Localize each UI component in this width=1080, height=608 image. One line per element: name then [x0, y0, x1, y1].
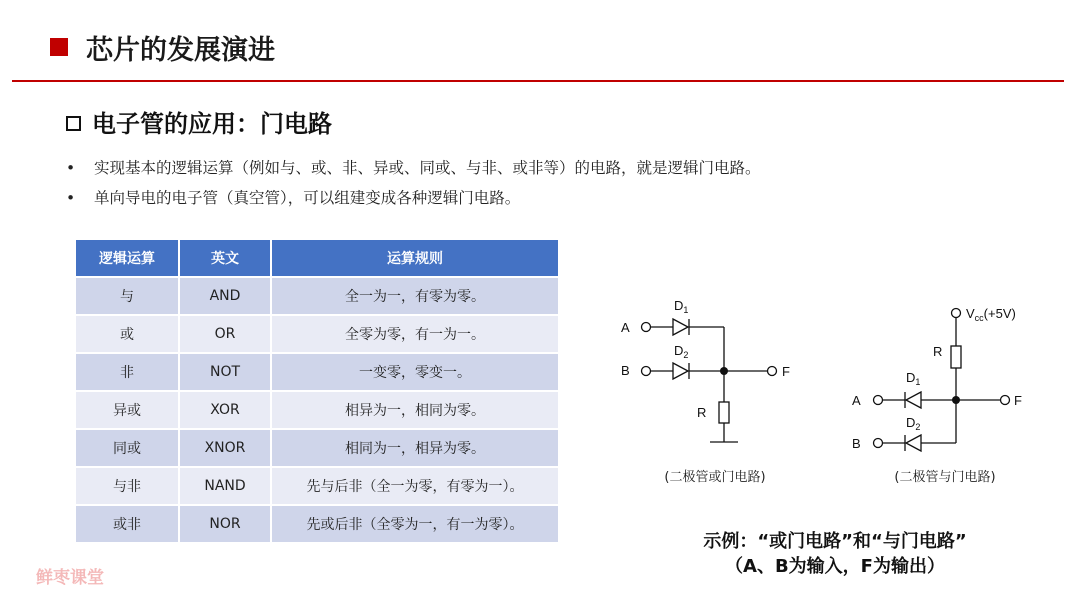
table-cell: 同或: [75, 429, 179, 467]
input-b-terminal: [642, 367, 651, 376]
table-header-row: [75, 239, 559, 277]
watermark-logo: 鲜枣课堂: [36, 568, 104, 588]
gate-circuits-diagram: [600, 290, 1050, 460]
or-d1-label: $D_1$: [674, 298, 689, 315]
table-cell: NOR: [179, 505, 271, 543]
table-cell: 先或后非（全零为一，有一为零）。: [271, 505, 559, 543]
junction-dot: [952, 396, 960, 404]
diode-d1-icon: [673, 319, 688, 335]
table-cell: 全一为一，有零为零。: [271, 277, 559, 315]
column-header: 逻辑运算: [75, 239, 179, 277]
title-marker: [50, 38, 68, 56]
bullet-dot-icon: •: [66, 159, 76, 177]
and-input-b-label: B: [852, 436, 861, 451]
table-cell: 或: [75, 315, 179, 353]
table-cell: AND: [179, 277, 271, 315]
or-input-a-label: A: [621, 320, 630, 335]
bullet-dot-icon: •: [66, 189, 76, 207]
table-row: [75, 277, 559, 315]
column-header: 运算规则: [271, 239, 559, 277]
logic-table: [74, 238, 560, 544]
table-cell: 相异为一，相同为零。: [271, 391, 559, 429]
table-cell: NAND: [179, 467, 271, 505]
table-cell: XOR: [179, 391, 271, 429]
table-cell: NOT: [179, 353, 271, 391]
output-f-terminal: [768, 367, 777, 376]
and-d1-label: $D_1$: [906, 370, 921, 387]
section-title: 电子管的应用：门电路: [92, 110, 332, 138]
table-row: [75, 467, 559, 505]
and-input-a-label: A: [852, 393, 861, 408]
diode-d2-icon: [906, 435, 921, 451]
title-divider: [12, 80, 1064, 82]
table-cell: 与: [75, 277, 179, 315]
or-output-label: F: [782, 364, 790, 379]
diode-d2-icon: [673, 363, 688, 379]
or-gate-caption: (二极管或门电路): [664, 470, 766, 485]
page-title: 芯片的发展演进: [86, 35, 275, 66]
bullet-text: 单向导电的电子管（真空管），可以组建变成各种逻辑门电路。: [94, 189, 521, 207]
bullet-item: [66, 153, 761, 183]
and-output-label: F: [1014, 393, 1022, 408]
column-header: 英文: [179, 239, 271, 277]
table-cell: OR: [179, 315, 271, 353]
table-cell: 先与后非（全一为零，有零为一）。: [271, 467, 559, 505]
and-d2-label: $D_2$: [906, 415, 921, 432]
example-note: （A、B为输入，F为输出）: [725, 556, 945, 577]
resistor-icon: [951, 346, 961, 368]
and-gate-circuit: [874, 309, 1010, 452]
junction-dot: [720, 367, 728, 375]
or-input-b-label: B: [621, 363, 630, 378]
and-gate-caption: (二极管与门电路): [894, 470, 996, 485]
resistor-icon: [719, 402, 729, 423]
table-cell: 一变零，零变一。: [271, 353, 559, 391]
table-row: [75, 505, 559, 543]
or-resistor-label: R: [697, 405, 707, 420]
bullet-list: [66, 153, 761, 213]
table-row: [75, 429, 559, 467]
and-resistor-label: R: [933, 344, 943, 359]
input-a-terminal: [874, 396, 883, 405]
table-cell: 异或: [75, 391, 179, 429]
table-cell: 与非: [75, 467, 179, 505]
table-cell: 相同为一，相异为零。: [271, 429, 559, 467]
output-f-terminal: [1001, 396, 1010, 405]
table-row: [75, 353, 559, 391]
table-cell: 或非: [75, 505, 179, 543]
table-row: [75, 315, 559, 353]
example-title: 示例：“或门电路”和“与门电路”: [703, 531, 967, 552]
table-cell: XNOR: [179, 429, 271, 467]
vcc-terminal: [952, 309, 961, 318]
diode-d1-icon: [906, 392, 921, 408]
bullet-item: [66, 183, 761, 213]
table-row: [75, 391, 559, 429]
section-marker-icon: [66, 116, 81, 131]
or-d2-label: $D_2$: [674, 343, 689, 360]
table-cell: 全零为零，有一为一。: [271, 315, 559, 353]
or-gate-circuit: [642, 319, 777, 442]
vcc-label: $V_{cc}(+5V)$: [966, 306, 1016, 323]
table-cell: 非: [75, 353, 179, 391]
input-a-terminal: [642, 323, 651, 332]
bullet-text: 实现基本的逻辑运算（例如与、或、非、异或、同或、与非、或非等）的电路，就是逻辑门电路。: [94, 159, 761, 177]
input-b-terminal: [874, 439, 883, 448]
